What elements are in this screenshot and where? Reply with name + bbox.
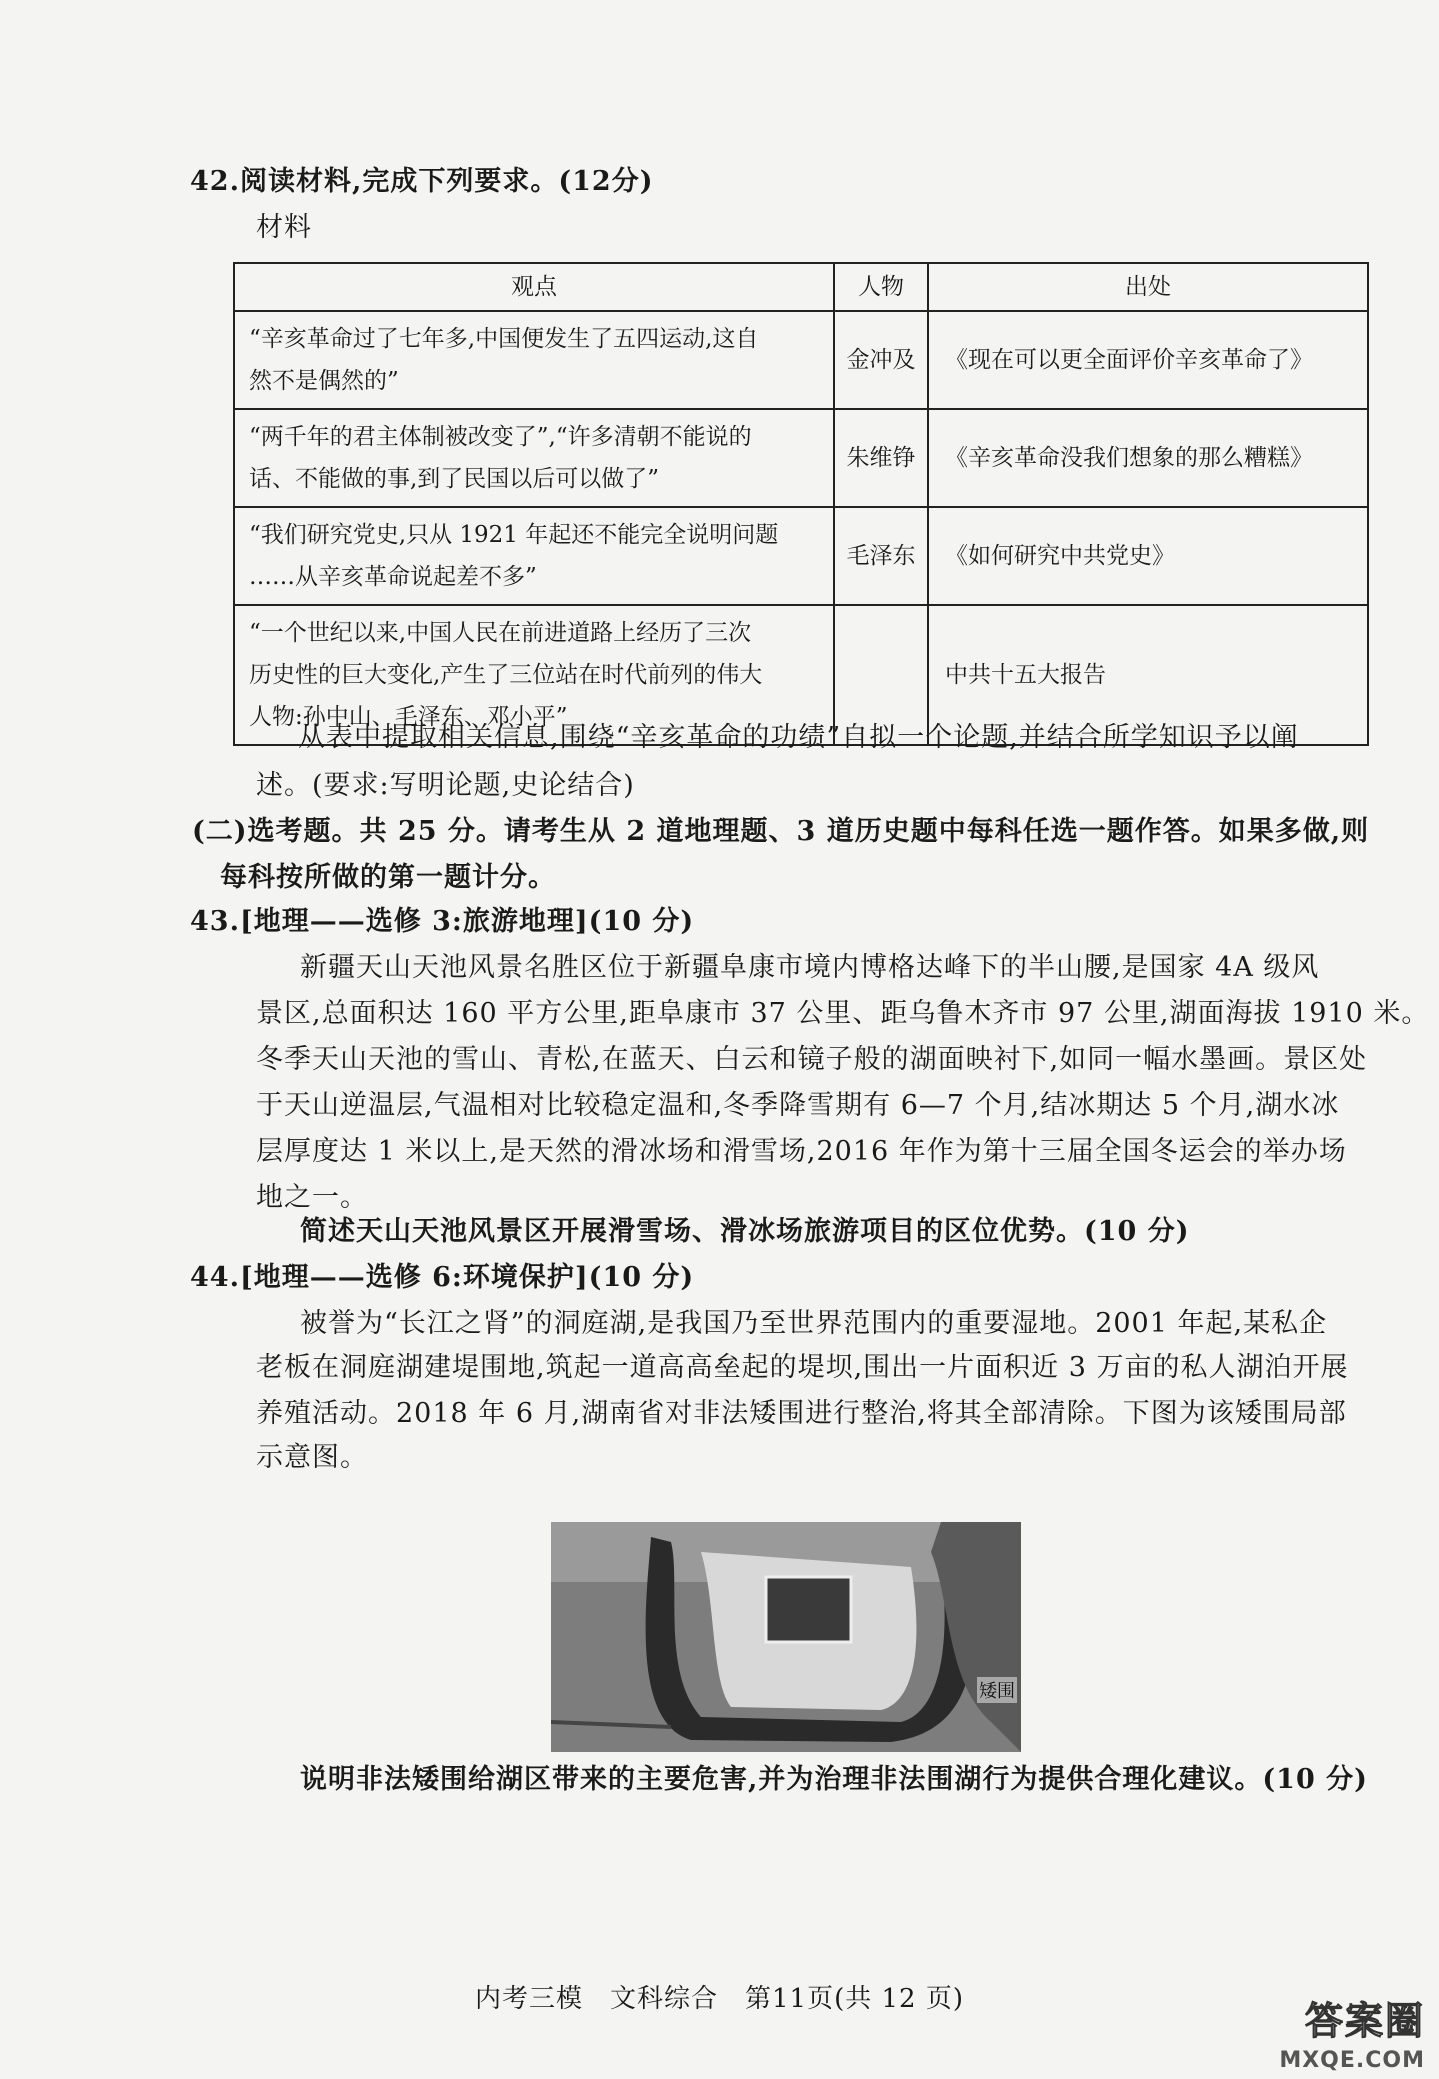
header-source: 出处 — [928, 263, 1368, 311]
page-footer: 内考三模 文科综合 第11页(共 12 页) — [475, 1984, 964, 2014]
view-line: 历史性的巨大变化,产生了三位站在时代前列的伟大 — [249, 662, 763, 688]
material-table — [233, 262, 1369, 746]
view-line: ……从辛亥革命说起差不多” — [249, 564, 537, 590]
source-cell: 《如何研究中共党史》 — [928, 507, 1368, 605]
q43-body-line: 新疆天山天池风景名胜区位于新疆阜康市境内博格达峰下的半山腰,是国家 4A 级风 — [300, 952, 1320, 983]
q43-title: 43.[地理——选修 3:旅游地理](10 分) — [190, 906, 695, 937]
q43-body-line: 冬季天山天池的雪山、青松,在蓝天、白云和镜子般的湖面映衬下,如同一幅水墨画。景区处 — [256, 1044, 1368, 1075]
watermark-url: MXQE.COM — [1279, 2048, 1425, 2073]
view-line: “辛亥革命过了七年多,中国便发生了五四运动,这自 — [249, 326, 759, 352]
view-line: “两千年的君主体制被改变了”,“许多清朝不能说的 — [249, 424, 752, 450]
person-cell: 金冲及 — [834, 311, 928, 409]
q42-task-line: 述。(要求:写明论题,史论结合) — [256, 770, 635, 801]
q43-body-line: 景区,总面积达 160 平方公里,距阜康市 37 公里、距乌鲁木齐市 97 公里,湖面海拔 1910 米。 — [256, 998, 1430, 1029]
figure-label: 矮围 — [977, 1677, 1017, 1703]
header-view: 观点 — [234, 263, 834, 311]
q42-title: 42.阅读材料,完成下列要求。(12分) — [190, 166, 654, 197]
q44-task: 说明非法矮围给湖区带来的主要危害,并为治理非法围湖行为提供合理化建议。(10 分) — [300, 1764, 1368, 1795]
source-cell: 《辛亥革命没我们想象的那么糟糕》 — [928, 409, 1368, 507]
person-cell: 朱维铮 — [834, 409, 928, 507]
header-person: 人物 — [834, 263, 928, 311]
section2-line: 每科按所做的第一题计分。 — [220, 862, 556, 893]
person-cell: 毛泽东 — [834, 507, 928, 605]
q43-body-line: 于天山逆温层,气温相对比较稳定温和,冬季降雪期有 6—7 个月,结冰期达 5 个月,湖水冰 — [256, 1090, 1340, 1121]
source-cell: 《现在可以更全面评价辛亥革命了》 — [928, 311, 1368, 409]
view-line: 然不是偶然的” — [249, 368, 399, 394]
source-cell: 中共十五大报告 — [928, 605, 1368, 745]
q44-body-line: 养殖活动。2018 年 6 月,湖南省对非法矮围进行整治,将其全部清除。下图为该矮围局部 — [256, 1398, 1347, 1429]
q42-task-line: 从表中提取相关信息,围绕“辛亥革命的功绩”自拟一个论题,并结合所学知识予以阐 — [298, 722, 1299, 753]
q44-body-line: 老板在洞庭湖建堤围地,筑起一道高高垒起的堤坝,围出一片面积近 3 万亩的私人湖泊开展 — [256, 1352, 1349, 1383]
table-row — [234, 311, 1368, 409]
view-cell — [234, 409, 834, 507]
table-header-row — [234, 263, 1368, 311]
q44-body-line: 被誉为“长江之肾”的洞庭湖,是我国乃至世界范围内的重要湿地。2001 年起,某私企 — [300, 1308, 1328, 1339]
view-line: “我们研究党史,只从 1921 年起还不能完全说明问题 — [249, 522, 779, 548]
view-cell — [234, 507, 834, 605]
view-line: 话、不能做的事,到了民国以后可以做了” — [249, 466, 660, 492]
table-row — [234, 507, 1368, 605]
enclosure-photo — [551, 1522, 1021, 1752]
material-label: 材料 — [256, 212, 312, 243]
view-line: 人物:孙中山、毛泽东、邓小平” — [249, 704, 568, 730]
table-row — [234, 409, 1368, 507]
q43-body-line: 层厚度达 1 米以上,是天然的滑冰场和滑雪场,2016 年作为第十三届全国冬运会的举办场 — [256, 1136, 1347, 1167]
enclosure-photo-graphic — [551, 1522, 1021, 1752]
watermark-logo: 答案圈 — [1304, 1999, 1425, 2043]
q43-body-line: 地之一。 — [256, 1182, 368, 1213]
view-cell — [234, 311, 834, 409]
q44-body-line: 示意图。 — [256, 1442, 368, 1473]
view-line: “一个世纪以来,中国人民在前进道路上经历了三次 — [249, 620, 752, 646]
q43-task: 简述天山天池风景区开展滑雪场、滑冰场旅游项目的区位优势。(10 分) — [300, 1216, 1190, 1247]
section2-line: (二)选考题。共 25 分。请考生从 2 道地理题、3 道历史题中每科任选一题作答。如果多做,则 — [192, 816, 1370, 847]
q44-title: 44.[地理——选修 6:环境保护](10 分) — [190, 1262, 695, 1293]
